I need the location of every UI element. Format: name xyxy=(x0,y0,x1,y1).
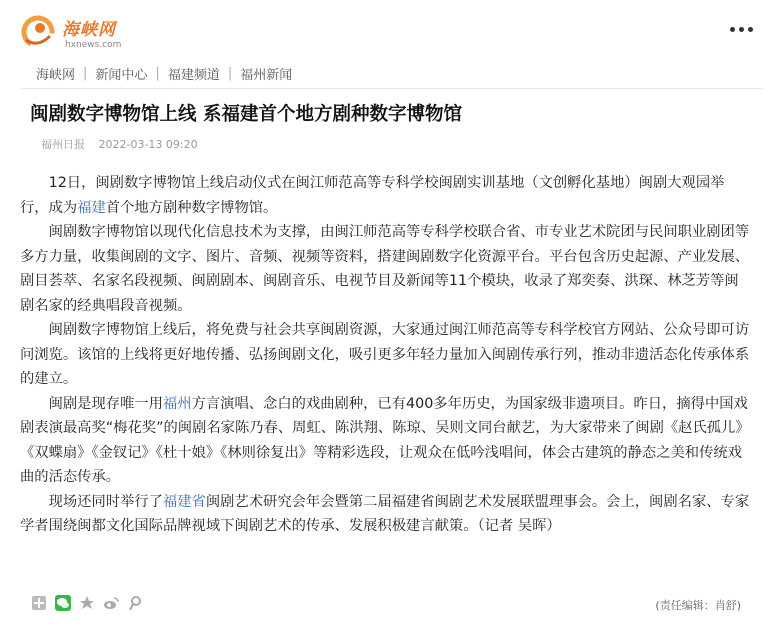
paragraph: 12日，闽剧数字博物馆上线启动仪式在闽江师范高等专科学校闽剧实训基地（文创孵化基地）闽剧大观园举行，成为福建首个地方剧种数字博物馆。 xyxy=(20,175,725,216)
breadcrumb-separator: | xyxy=(83,66,88,81)
breadcrumb-home[interactable]: 海峡网 xyxy=(36,68,76,83)
keyword-link[interactable]: 福建省 xyxy=(162,493,206,510)
paragraph: 闽剧是现存唯一用福州方言演唱、念白的戏曲剧种，已有400多年历史，为国家级非遗项目。昨日，摘得中国戏剧表演最高奖“梅花奖”的闽剧名家陈乃春、周虹、陈洪翔、陈琼、吴则文同台献艺，为大家带来了闽剧《赵氏孤儿》《双蝶扇》《金钗记》《杜十娘》《林则徐复出》等精彩选段，让观众在低吟浅唱间，体会古建筑的静态之美和传统戏曲的活态传承。 xyxy=(20,395,750,485)
paragraph: 闽剧数字博物馆以现代化信息技术为支撑，由闽江师范高等专科学校联合省、市专业艺术院团与民间职业剧团等多方力量，收集闽剧的文字、图片、音频、视频等资料，搭建闽剧数字化资源平台。平台包含历史起源、产业发展、剧目荟萃、名家名段视频、闽剧剧本、闽剧音乐、电视节目及新闻等11个模块，收录了郑奕奏、洪琛、林芝芳等闽剧名家的经典唱段音视频。 xyxy=(20,224,750,314)
responsible-editor: (责任编辑：肖舒) xyxy=(655,599,741,612)
breadcrumb-separator: | xyxy=(227,66,233,81)
wechat-icon[interactable] xyxy=(55,595,71,611)
tencent-weibo-icon[interactable] xyxy=(127,595,143,611)
logo-text: 海峡网 xyxy=(62,20,116,40)
breadcrumb-news-center[interactable]: 新闻中心 xyxy=(95,68,148,83)
paragraph: 现场还同时举行了福建省闽剧艺术研究会年会暨第二届福建省闽剧艺术发展联盟理事会。会上，闽剧名家、专家学者围绕闽都文化国际品牌视域下闽剧艺术的传承、发展积极建言献策。（记者 吴晖） xyxy=(20,493,750,534)
breadcrumb xyxy=(36,64,292,83)
breadcrumb-fuzhou-news[interactable]: 福州新闻 xyxy=(240,68,293,83)
weibo-icon[interactable] xyxy=(103,595,119,611)
article-title: 闽剧数字博物馆上线 系福建首个地方剧种数字博物馆 xyxy=(30,104,462,125)
share-bar xyxy=(31,595,751,611)
keyword-link[interactable]: 福建 xyxy=(77,199,106,216)
divider xyxy=(20,88,764,89)
paragraph: 闽剧数字博物馆上线后，将免费与社会共享闽剧资源，大家通过闽江师范高等专科学校官方网站、公众号即可访问浏览。该馆的上线将更好地传播、弘扬闽剧文化，吸引更多年轻力量加入闽剧传承行列，推动非遗活态化传承体系的建立。 xyxy=(20,322,750,387)
header xyxy=(0,0,778,58)
more-menu-icon[interactable] xyxy=(730,22,754,36)
article-meta xyxy=(41,136,198,152)
breadcrumb-separator: | xyxy=(155,66,160,81)
logo-domain: hxnews.com xyxy=(65,40,122,50)
qzone-icon[interactable] xyxy=(31,595,47,611)
star-icon[interactable] xyxy=(79,595,95,611)
breadcrumb-fujian-channel[interactable]: 福建频道 xyxy=(167,68,220,83)
article-footer xyxy=(31,595,751,617)
keyword-link[interactable]: 福州 xyxy=(162,395,192,412)
site-logo[interactable] xyxy=(20,14,130,56)
article-source: 福州日报 xyxy=(41,138,85,151)
article-datetime: 2022-03-13 09:20 xyxy=(98,138,198,151)
article-body xyxy=(20,171,750,539)
logo-mark-icon xyxy=(20,14,56,50)
